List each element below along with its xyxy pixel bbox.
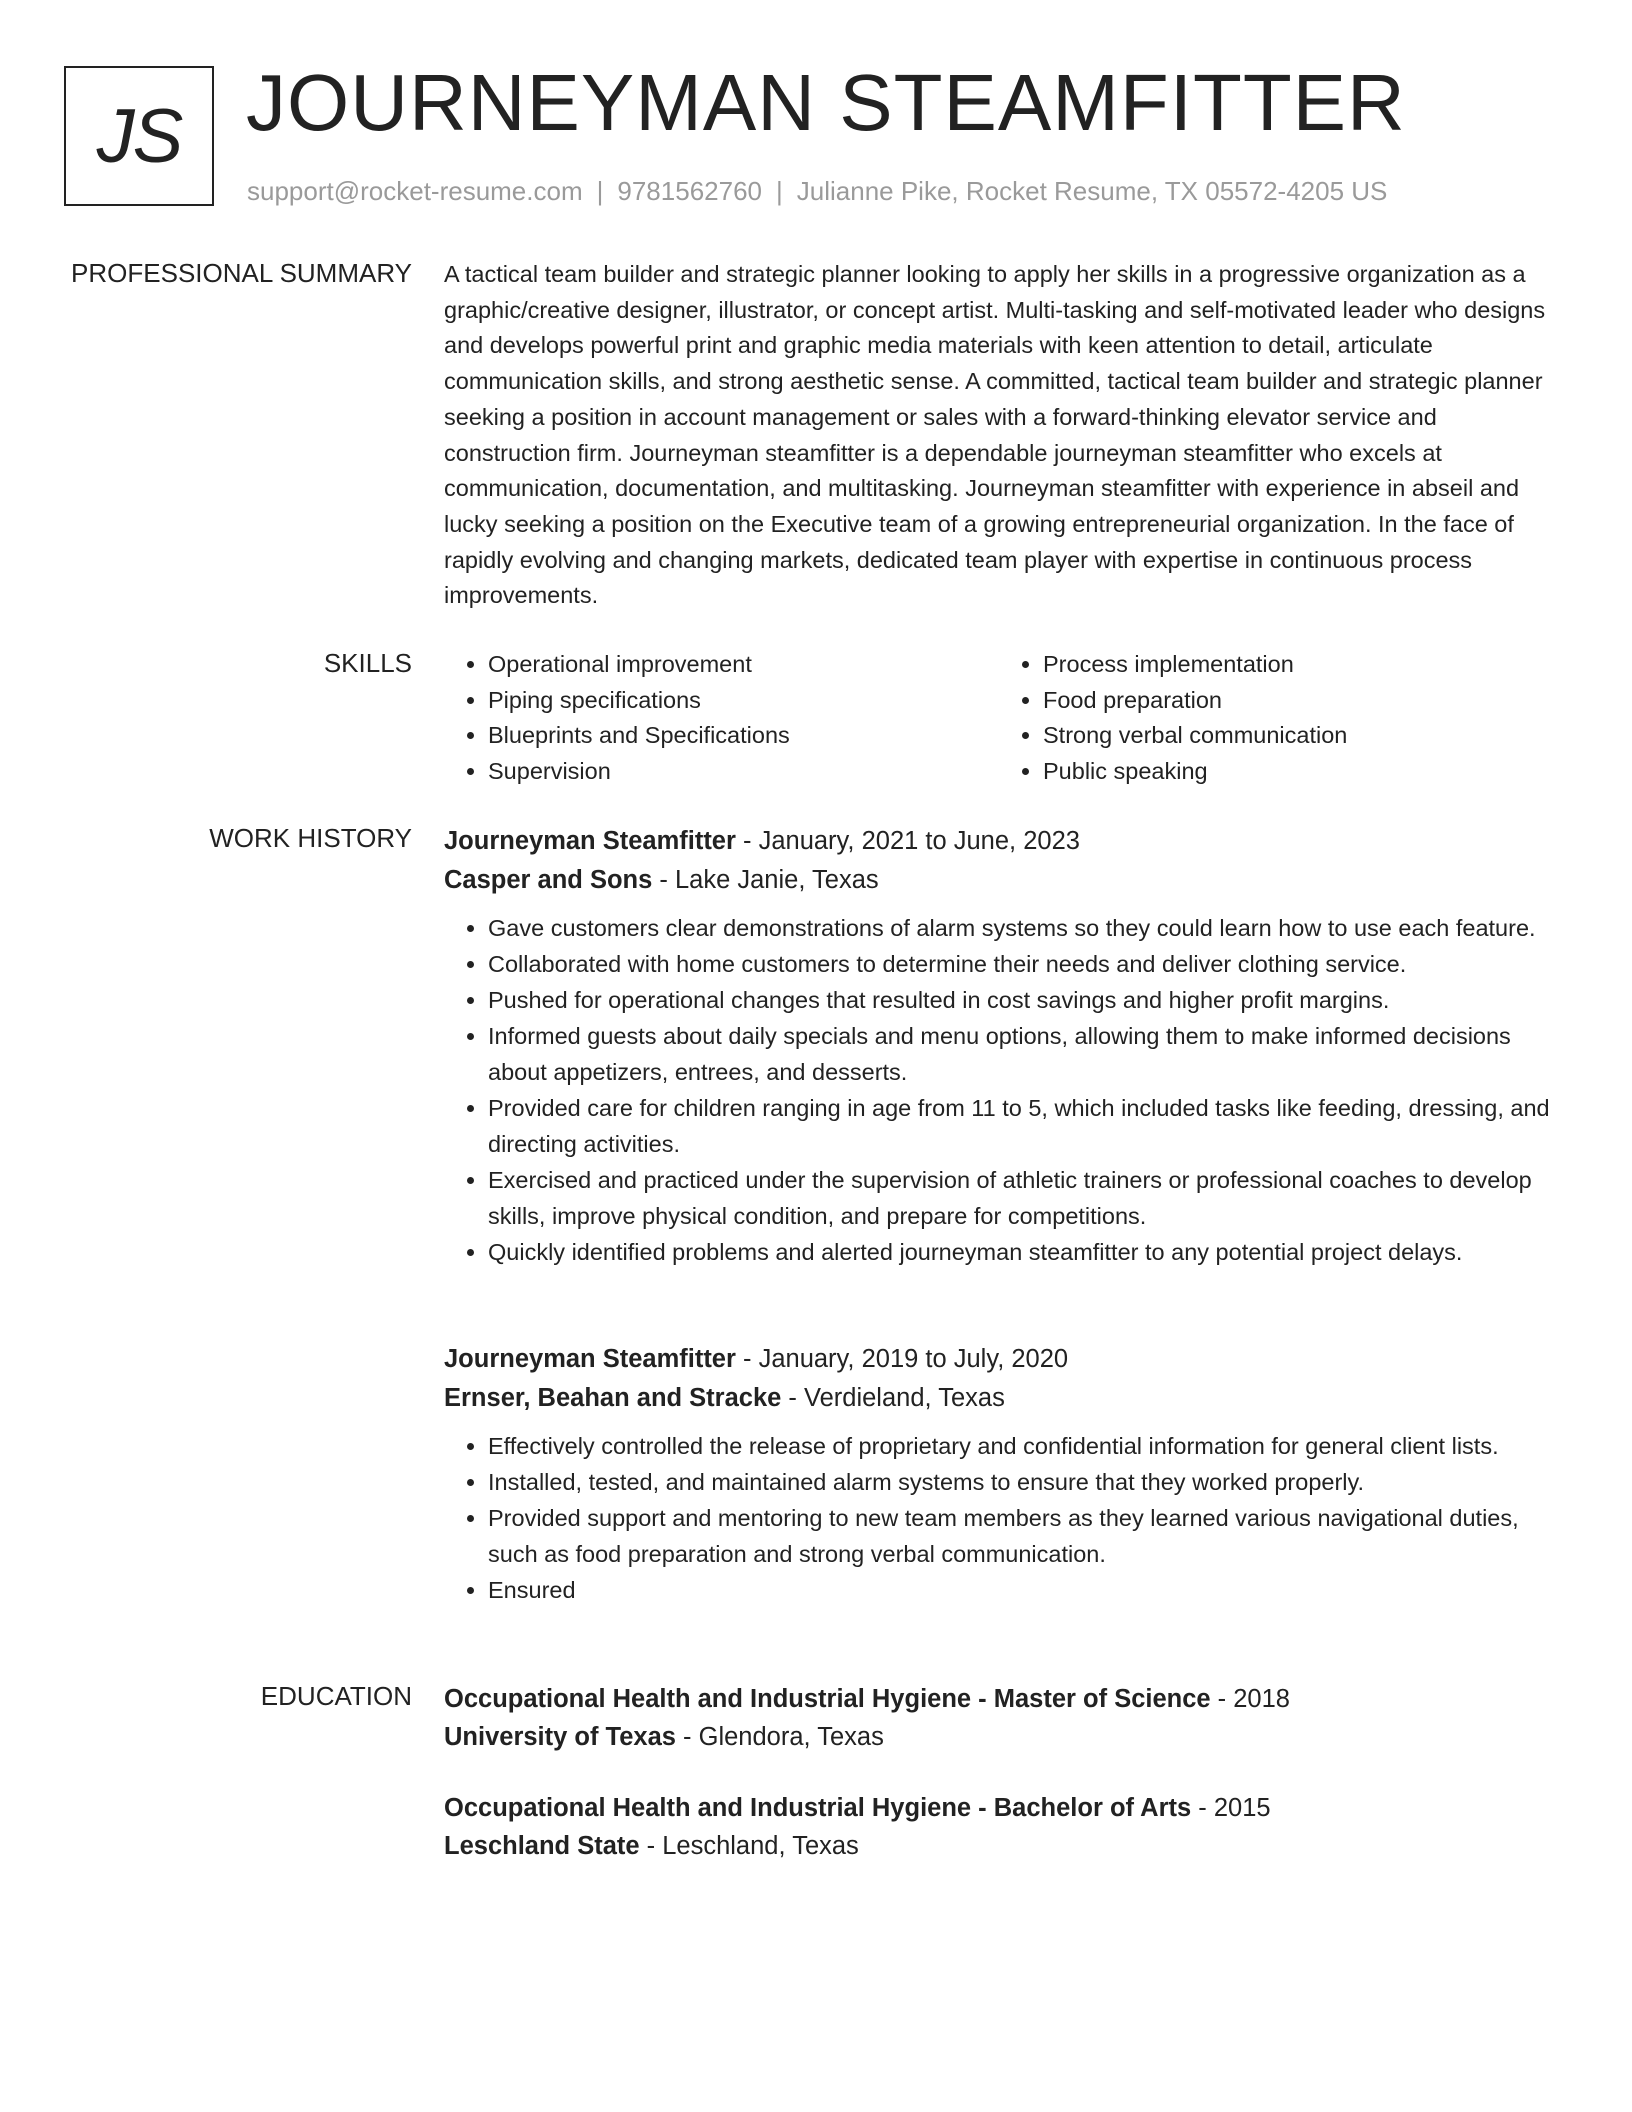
skill-item: • Process implementation [1043,647,1554,683]
skill-item: • Supervision [488,754,999,790]
education-school: Leschland State [444,1832,640,1860]
summary-text: A tactical team builder and strategic planner looking to apply her skills in a progressive organization as a graphic/creative designer, illustrator, or concept artist. Multi-tasking and self-motivated leader who designs and develops powerful print and graphic media materials with keen attention to detail, articulate communication skills, and strong aesthetic sense. A committed, tactical team builder and strategic planner seeking a position in account management or sales with a forward-thinking elevator service and construction firm. Journeyman steamfitter is a dependable journeyman steamfitter who excels at communication, documentation, and multitasking. Journeyman steamfitter with experience in abseil and lucky seeking a position on the Executive team of a growing entrepreneurial organization. In the face of rapidly evolving and changing markets, dedicated team player with expertise in continuous process improvements. [444,261,1546,609]
education-entry [444,1789,1554,1865]
education-degree: Occupational Health and Industrial Hygiene - Bachelor of Arts [444,1794,1192,1822]
job-company-line [444,1378,1554,1418]
skill-item: • Piping specifications [488,683,999,719]
education-location: - Leschland, Texas [639,1832,859,1860]
job-entry [444,822,1554,1270]
contact-line [247,176,1387,206]
section-label-summary: PROFESSIONAL SUMMARY [71,258,412,288]
job-bullet: • Provided care for children ranging in age from 11 to 5, which included tasks like feeding, dressing, and directing activities. [488,1090,1554,1162]
job-bullet: • Informed guests about daily specials and menu options, allowing them to make informed decisions about appetizers, entrees, and desserts. [488,1018,1554,1090]
contact-email: support@rocket-resume.com [247,176,583,206]
job-entry [444,1340,1554,1608]
education-location: - Glendora, Texas [675,1723,884,1751]
contact-separator: | [596,176,604,206]
job-bullet: • Quickly identified problems and alerted journeyman steamfitter to any potential project delays. [488,1234,1554,1270]
job-bullet: • Gave customers clear demonstrations of alarm systems so they could learn how to use each feature. [488,910,1554,946]
skill-item: • Blueprints and Specifications [488,718,999,754]
job-title-line [444,822,1554,860]
contact-phone: 9781562760 [617,176,762,206]
education-year: - 2015 [1191,1794,1271,1822]
education-degree-line [444,1680,1554,1718]
job-bullet: • Pushed for operational changes that resulted in cost savings and higher profit margins. [488,982,1554,1018]
job-bullets [444,910,1554,1270]
section-label-skills: SKILLS [323,648,412,678]
job-bullet: • Provided support and mentoring to new team members as they learned various navigational duties, such as food preparation and strong verbal communication. [488,1500,1554,1572]
job-bullet: • Effectively controlled the release of proprietary and confidential information for general client lists. [488,1428,1554,1464]
job-location: - Verdieland, Texas [781,1384,1005,1412]
job-title: Journeyman Steamfitter [444,827,736,855]
section-label-work: WORK HISTORY [209,823,412,853]
skill-item: • Public speaking [1043,754,1554,790]
education-degree: Occupational Health and Industrial Hygiene - Master of Science [444,1685,1211,1713]
candidate-name: JOURNEYMAN STEAMFITTER [246,58,1406,147]
education-school-line [444,1718,1554,1756]
contact-address: Julianne Pike, Rocket Resume, TX 05572-4205 US [796,176,1388,206]
monogram-logo: JS [64,66,214,206]
skills-column-right [999,647,1554,790]
job-location: - Lake Janie, Texas [652,866,879,894]
contact-separator: | [776,176,783,206]
job-bullet: • Exercised and practiced under the supervision of athletic trainers or professional coaches to develop skills, improve physical condition, and prepare for competitions. [488,1162,1554,1234]
education-entry [444,1680,1554,1756]
skill-item: • Strong verbal communication [1043,718,1554,754]
education-year: - 2018 [1210,1685,1290,1713]
skills-column-left [444,647,999,790]
skills-list [444,647,1554,790]
job-company-line [444,860,1554,900]
education-school: University of Texas [444,1723,676,1751]
job-title: Journeyman Steamfitter [444,1345,736,1373]
job-bullet: • Installed, tested, and maintained alarm systems to ensure that they worked properly. [488,1464,1554,1500]
skill-item: • Food preparation [1043,683,1554,719]
job-dates: - January, 2019 to July, 2020 [735,1345,1069,1373]
skill-item: • Operational improvement [488,647,999,683]
section-label-education: EDUCATION [260,1681,412,1711]
education-degree-line [444,1789,1554,1827]
job-dates: - January, 2021 to June, 2023 [735,827,1080,855]
job-bullet: • Ensured [488,1572,1554,1608]
job-title-line [444,1340,1554,1378]
job-company: Ernser, Beahan and Stracke [444,1384,782,1412]
job-company: Casper and Sons [444,866,653,894]
job-bullet: • Collaborated with home customers to determine their needs and deliver clothing service. [488,946,1554,982]
job-bullets [444,1428,1554,1608]
education-school-line [444,1827,1554,1865]
